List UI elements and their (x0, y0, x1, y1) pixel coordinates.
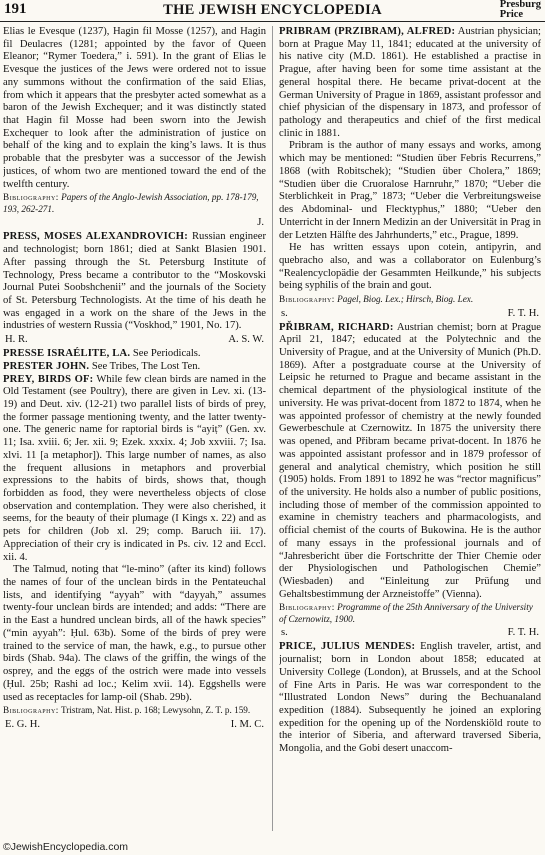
headword: PRESSE ISRAÉLITE, LA. (3, 348, 131, 360)
article-prester-john (3, 361, 266, 374)
headword: PRESS, MOSES ALEXANDROVICH: (3, 231, 188, 243)
bibliography (279, 294, 541, 306)
article-paragraph: He has written essays upon cotein, antipyrin, and quebracho also, and was a collaborator on Eulenburg’s “Realencyclopädie der Gesammten Heilkunde,” his subjects being syphilis of the brain and gout. (279, 242, 541, 292)
right-column (279, 26, 541, 833)
headword: PRICE, JULIUS MENDES: (279, 641, 416, 653)
cross-reference: See Periodicals. (132, 348, 201, 360)
headword: PŘIBRAM, RICHARD: (279, 321, 394, 333)
copyright-footer: ©JewishEncyclopedia.com (3, 841, 129, 853)
editor-initials: s. (281, 307, 288, 319)
bibliography (279, 602, 541, 625)
bibliography-text: Programme of the 25th Anniversary of the University of Czernowitz, 1900. (279, 602, 533, 624)
article-pribram-alfred (279, 26, 541, 140)
article-prey-birds (3, 374, 266, 565)
editor-initials: s. (281, 627, 288, 639)
running-header (0, 0, 545, 22)
cross-reference: See Tribes, The Lost Ten. (91, 360, 201, 372)
article-body: While few clean birds are named in the Old Testament (see Poultry), there are given in Lev. xi. (13-19) and Deut. xiv. (12-21) two parallel lists of birds of prey, the former passage mentioning twenty, and the latter twenty-one. The generic name for raptorial birds is “ayiṭ” (Gen. xv. 11; Isa. xviii. 6; Jer. xii. 9; Ezek. xxxix. 4; Job xxviii. 7; Isa. xlvi. 11 [a metaphor]). This large number of names, as also the frequent allusions in metaphors and proverbial expressions to the habits of birds, shows that, though forbidden as food, they were nevertheless objects of close observation and contemplation. They were also cherished, it seems, for the beauty of their plumage (I Kings x. 22) and as pets for children (Job xl. 29; comp. Baruch iii. 17). Appreciation of their cry is indicated in Ps. civ. 12 and Eccl. xii. 4. (3, 373, 266, 563)
guide-word-first: Presburg (499, 0, 541, 10)
headword: PRIBRAM (PRZIBRAM), ALFRED: (279, 26, 456, 37)
article-body: Austrian physician; born at Prague May 11, 1841; educated at the university of his native city (M.D. 1861). He established a practise in Prague, after having been for some time assistant at the general hospital there. He became privat-docent at the German University of Prague in 1869, assistant professor and chief physician of the dispensary in 1873, and professor of pathology and therapeutics and chief of the first medical clinic in 1881. (279, 26, 541, 139)
running-title: THE JEWISH ENCYCLOPEDIA (163, 2, 382, 18)
bibliography-label: Bibliography: (3, 705, 59, 716)
article-pribram-richard (279, 322, 541, 602)
headword: PRESTER JOHN. (3, 360, 90, 372)
signature-line (3, 333, 266, 346)
guide-words (500, 0, 541, 20)
bibliography-text: Tristram, Nat. Hist. p. 168; Lewysohn, Z. T. p. 159. (61, 705, 251, 716)
bibliography-label: Bibliography: (3, 192, 59, 203)
author-initials: F. T. H. (507, 307, 539, 319)
headword: PREY, BIRDS OF: (3, 373, 94, 385)
signature-line (3, 718, 266, 731)
bibliography-text: Pagel, Biog. Lex.; Hirsch, Biog. Lex. (337, 294, 474, 305)
signature-line (279, 307, 541, 320)
bibliography-text: Papers of the Anglo-Jewish Association, pp. 178-179, 193, 262-271. (3, 192, 259, 214)
article-body: Austrian chemist; born at Prague April 21, 1847; educated at the Polytechnic and the University of Prague, and at the University of Munich (Ph.D. 1869). After a postgraduate course at the University of Leipsic he returned to Prague and became assistant in the chemical department of the physiological institute of the university. He was privat-docent from 1872 to 1874, when he was appointed professor of chemistry at the newly founded Gewerbeschule at Czernowitz. In 1875 the university there was opened, and Přibram became privat-docent. In 1876 he was appointed assistant professor and in 1879 professor of general and analytical chemistry, which position he still (1905) holds. From 1891 to 1892 he was “rector magnificus” of the university. He holds also a number of public positions, including those of member of the commission appointed to examine in chemistry teachers and pharmacologists, and official chemist of the courts of Bukowina. He is the author of many essays in the professional journals and of “Jahresbericht über die Fortschritte der Thier Chemie oder der Physiologischen und Pathologischen Chemie” (Wiesbaden) and “Einleitung zur Prüfung und Gehaltsbestimmung der Arzneistoffe” (Vienna). (279, 321, 541, 600)
bibliography-label: Bibliography: (279, 294, 335, 305)
bibliography (3, 705, 266, 717)
article-press (3, 231, 266, 333)
bibliography-label: Bibliography: (279, 602, 335, 613)
author-initials: I. M. C. (230, 718, 264, 730)
left-column (3, 26, 266, 833)
signature-line (279, 626, 541, 639)
column-divider (272, 26, 273, 831)
article-price-julius (279, 641, 541, 755)
author-initials: F. T. H. (507, 627, 539, 639)
article-paragraph: The Talmud, noting that “le-mino” (after its kind) follows the names of four of the unclean birds in the Pentateuchal lists, and identifying “ayyah” with “dayyah,” assumes twenty-four unclean birds are intended; and adds: “There are in the East a hundred unclean birds, all of the hawk species” (“min ayyah”: Ḥul. 63b). Some of the birds of prey were trained to the service of man, the hawk, e.g., to pursue other birds (Shab. 94a). The claws of the griffin, the wings of the osprey, and the eggs of the ostrich were made into vessels (Ḥul. 25b; Rashi ad loc.; Kelim xvii. 14). Eggshells were used as receptacles for lamp-oil (Shab. 29b). (3, 564, 266, 703)
editor-initials: H. R. (5, 334, 28, 346)
continued-article-text: Elias le Evesque (1237), Hagin fil Mosse (1257), and Hagin fil Deulacres (1281; appointed by the favor of Queen Eleanor; “Rymer Toedera,” i. 591). In the grant of Elias le Evesque the justices of the Jews were ordered not to issue any summons without the confirmation of the said Elias, from which it appears that the presbyter acted somewhat as a baron of the Jewish Exchequer; and it was distinctly stated that Hagin fil Mosse had been sworn into the Jewish Exchequer to look after the administration of justice on behalf of the king and to explain the king’s laws. It is thus probable that the presbyter was a successor of the Jewish justices, of whom two are mentioned toward the end of the twelfth century. (3, 26, 266, 190)
editor-initials: E. G. H. (5, 718, 41, 730)
author-initials: A. S. W. (228, 334, 264, 346)
article-body: Russian engineer and technologist; born 1861; died at Sankt Blasien 1901. After passing through the St. Petersburg Institute of Technology, Press became a contributor to the “Moskovski Journal Putei Soobshchenii” and the journals of the Society of St. Petersburg Technologists. At the time of his death he was engaged in a work on the share of the Jews in the industries of western Russia (“Voskhod,” 1901, No. 17). (3, 231, 266, 332)
article-paragraph: Pribram is the author of many essays and works, among which may be mentioned: “Studien über Febris Recurrens,” 1868 (with Robitschek); “Studien über Cholera,” 1869; “Studien über die Cruoralose Harnruhr,” 1870; “Ueber die Sterblichkeit in Prag,” 1873; “Ueber die Verbreitungsweise des Abdominal- und Flecktyphus,” 1880; “Ueber den Unterricht in der Innern Medizin an der Universität in Prag in der Letzten Hälfte des Jahrhunderts,” etc., Prague, 1899. (279, 140, 541, 241)
author-initials: J. (257, 217, 264, 229)
page-number: 191 (4, 1, 27, 17)
signature-line (3, 216, 266, 229)
guide-word-last: Price (499, 9, 524, 20)
article-body: English traveler, artist, and journalist; born in London about 1858; educated at University College (London), at Brussels, and at the School of Fine Arts in Paris. He was war correspondent to the “Illustrated London News” during the Bechuanaland expedition (1884). Subsequently he joined an exploring expedition for the opening up of the Nordenskiöld route to the interior of Siberia, and afterward traversed Siberia, Mongolia, and the Gobi desert unaccom- (279, 641, 541, 755)
bibliography (3, 192, 266, 215)
article-presse-israelite (3, 348, 266, 361)
